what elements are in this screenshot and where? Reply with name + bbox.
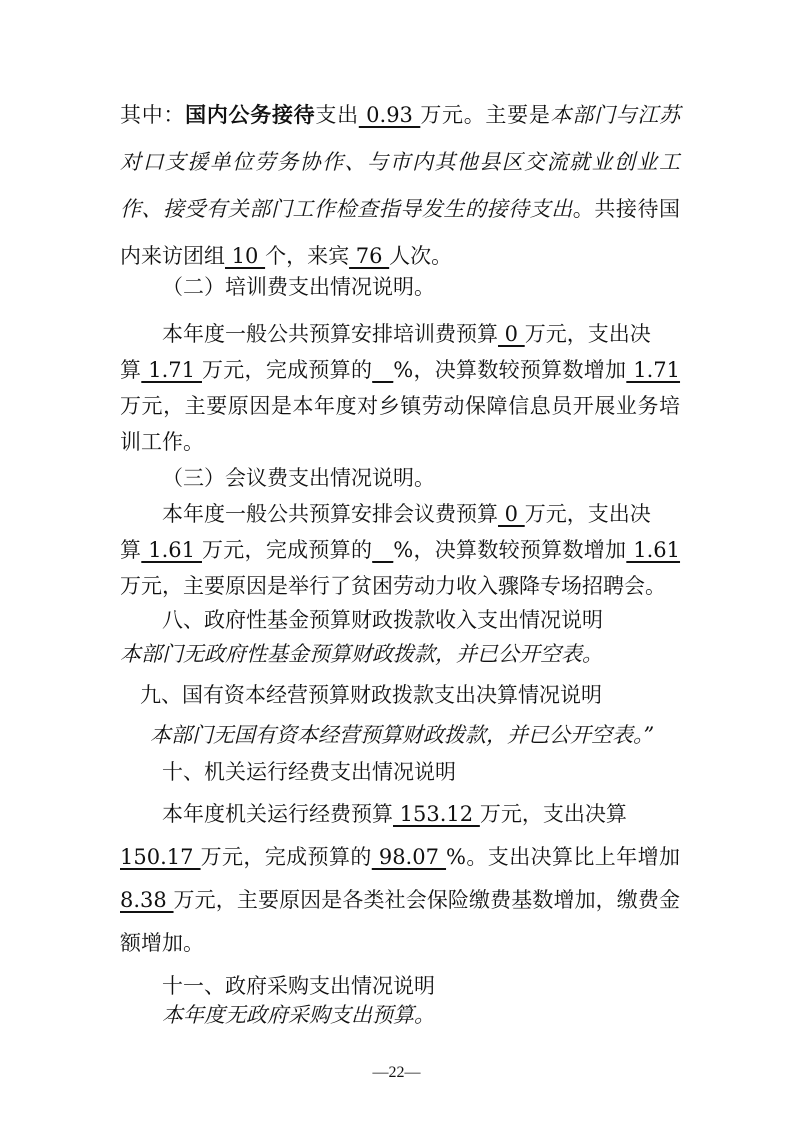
operating-increase: 8.38 <box>120 888 174 912</box>
p1-line3 <box>120 194 680 224</box>
text: 万元，主要原因是各类社会保险缴费基数增加，缴费金 <box>173 888 681 912</box>
operating-pct: 98.07 <box>371 845 447 869</box>
text: 万元。主要是 <box>420 103 551 127</box>
s2-line1 <box>162 319 680 349</box>
meeting-increase: 1.61 <box>626 538 681 562</box>
text: 万元，支出决 <box>524 502 651 526</box>
italic-text: 本部门与江苏 <box>550 103 681 127</box>
page-number: —22— <box>372 1064 421 1081</box>
s10-line1 <box>162 799 680 829</box>
s11-heading <box>162 971 722 1001</box>
text: 万元，完成预算的 <box>201 358 373 382</box>
s2-heading: （二）培训费支出情况说明。 <box>162 275 435 299</box>
text: 万元，支出决算 <box>479 802 627 826</box>
text: 本年度机关运行经费预算 <box>162 802 393 826</box>
text: 万元，支出决 <box>524 322 651 346</box>
s8-heading: 八、政府性基金预算财政拨款收入支出情况说明 <box>162 608 603 632</box>
text: 万元，完成预算的 <box>200 845 372 869</box>
text: 算 <box>120 358 142 382</box>
s3-line1 <box>162 499 680 529</box>
text: 。共接待国 <box>572 197 681 221</box>
meeting-actual: 1.61 <box>141 538 202 562</box>
s10-line3 <box>120 885 680 915</box>
p1-line1 <box>120 100 680 130</box>
s3-heading: （三）会议费支出情况说明。 <box>162 466 435 490</box>
s3-line3: 万元，主要原因是举行了贫困劳动力收入骤降专场招聘会。 <box>120 574 666 598</box>
text: %，决算数较预算数增加 <box>393 358 627 382</box>
text: 本年度一般公共预算安排培训费预算 <box>162 322 498 346</box>
text: 个，来宾 <box>265 244 350 268</box>
text: 算 <box>120 538 142 562</box>
text: %。支出决算比上年增加 <box>446 845 680 869</box>
s8-body: 本部门无政府性基金预算财政拨款，并已公开空表。 <box>120 642 603 666</box>
p1-line2: 对口支援单位劳务协作、与市内其他县区交流就业创业工 <box>120 150 680 174</box>
training-actual: 1.71 <box>141 358 202 382</box>
text: 内来访团组 <box>120 244 225 268</box>
s9-body: 本部门无国有资本经营预算财政拨款，并已公开空表。” <box>150 723 655 747</box>
s9-heading: 九、国有资本经营预算财政拨款支出决算情况说明 <box>140 683 602 707</box>
s3-line2 <box>120 535 680 565</box>
text: 万元，完成预算的 <box>201 538 373 562</box>
text: 额增加。 <box>120 931 204 955</box>
s2-line2 <box>120 355 680 385</box>
bold-term: 国内公务接待 <box>185 102 316 127</box>
s10-line4 <box>120 928 680 958</box>
text: %，决算数较预算数增加 <box>393 538 627 562</box>
amount-reception: 0.93 <box>358 103 421 127</box>
text: 十一、政府采购支出情况说明 <box>162 974 435 998</box>
s10-line2 <box>120 842 680 872</box>
text-lead: 其中： <box>120 103 186 127</box>
text: 本年度一般公共预算安排会议费预算 <box>162 502 498 526</box>
training-increase: 1.71 <box>626 358 681 382</box>
text: 支出 <box>315 103 359 127</box>
meeting-pct: __ <box>372 538 394 562</box>
s10-heading: 十、机关运行经费支出情况说明 <box>162 760 456 784</box>
p1-line4 <box>120 241 680 271</box>
text: 人次。 <box>389 244 453 268</box>
s2-line4: 训工作。 <box>120 430 204 454</box>
guests-count: 76 <box>349 244 390 268</box>
operating-actual: 150.17 <box>120 845 201 869</box>
training-budget: 0 <box>498 322 525 346</box>
meeting-budget: 0 <box>498 502 525 526</box>
operating-budget: 153.12 <box>393 802 480 826</box>
s11-body <box>162 1000 722 1030</box>
text: 本年度无政府采购支出预算。 <box>162 1003 435 1027</box>
training-pct: __ <box>372 358 394 382</box>
s2-line3: 万元，主要原因是本年度对乡镇劳动保障信息员开展业务培 <box>120 394 680 418</box>
groups-count: 10 <box>225 244 266 268</box>
italic-text: 作、接受有关部门工作检查指导发生的接待支出 <box>120 197 573 221</box>
